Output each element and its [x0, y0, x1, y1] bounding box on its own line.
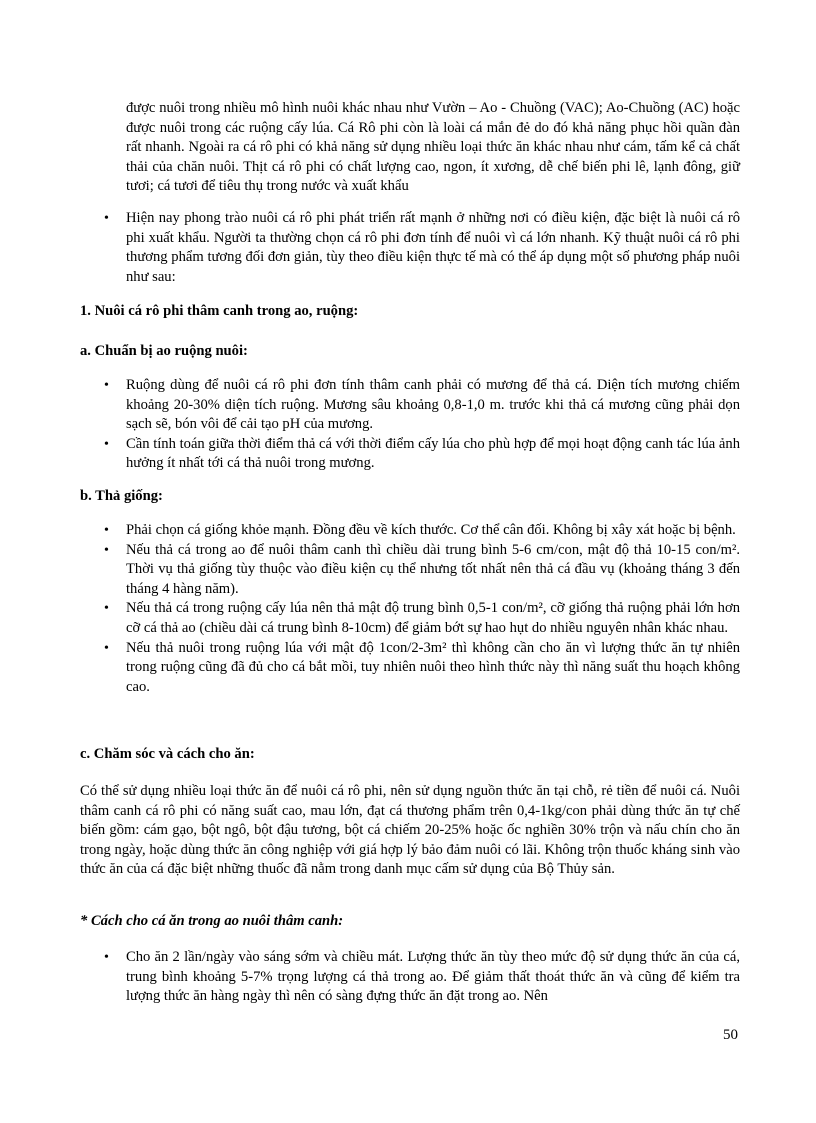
list-item: • Ruộng dùng để nuôi cá rô phi đơn tính thâm canh phải có mương để thả cá. Diện tích mương chiếm khoảng 20-30% diện tích ruộng. Mương sâu khoảng 0,8-1,0 m. trước khi thả cá mương cũng phải dọn sạch sẽ, bón vôi để cải tạo pH của mương.: [80, 376, 740, 435]
list-item: • Nếu thả cá trong ao để nuôi thâm canh thì chiều dài trung bình 5-6 cm/con, mật độ thả 10-15 con/m². Thời vụ thả giống tùy thuộc vào điều kiện cụ thể nhưng tốt nhất nên thả cá đầu vụ (khoảng tháng 3 đến tháng 4 hàng năm).: [80, 541, 740, 600]
list-item: • Hiện nay phong trào nuôi cá rô phi phát triển rất mạnh ở những nơi có điều kiện, đặc biệt là nuôi cá rô phi xuất khẩu. Người ta thường chọn cá rô phi đơn tính để nuôi vì cá lớn nhanh. Kỹ thuật nuôi cá rô phi thương phẩm tương đối đơn giản, tùy theo điều kiện thực tế mà có thể áp dụng một số phương pháp nuôi như sau:: [80, 209, 740, 287]
list-item: • Phải chọn cá giống khỏe mạnh. Đồng đều về kích thước. Cơ thể cân đối. Không bị xây xát hoặc bị bệnh.: [80, 521, 740, 541]
section-b-heading: b. Thả giống:: [80, 488, 163, 504]
section-1-heading: 1. Nuôi cá rô phi thâm canh trong ao, ruộng:: [80, 303, 359, 319]
section-c-heading: c. Chăm sóc và cách cho ăn:: [80, 746, 255, 762]
list-item: • Cho ăn 2 lần/ngày vào sáng sớm và chiều mát. Lượng thức ăn tùy theo mức độ sử dụng thức ăn của cá, trung bình khoảng 5-7% trọng lượng cá thả trong ao. Để giảm thất thoát thức ăn và cũng để kiểm tra lượng thức ăn hàng ngày thì nên có sàng đựng thức ăn đặt trong ao. Nên: [80, 948, 740, 1007]
intro-bullet-list: [80, 209, 740, 287]
section-a-heading: a. Chuẩn bị ao ruộng nuôi:: [80, 343, 248, 359]
section-c-paragraph: Có thể sử dụng nhiều loại thức ăn để nuôi cá rô phi, nên sử dụng nguồn thức ăn tại chỗ, rẻ tiền để nuôi cá. Nuôi thâm canh cá rô phi có năng suất cao, mau lớn, đạt cá thương phẩm trên 0,4-1kg/con phải dùng thức ăn tự chế biến gồm: cám gạo, bột ngô, bột đậu tương, bột cá chiếm 20-25% hoặc ốc nghiền 30% trộn và nấu chín cho ăn trong ngày, hoặc dùng thức ăn công nghiệp với giá hợp lý bảo đảm nuôi có lãi. Không trộn thuốc kháng sinh vào thức ăn của cá đặc biệt những thuốc đã nằm trong danh mục cấm sử dụng của Bộ Thủy sản.: [80, 783, 740, 878]
section-a-list: [80, 376, 740, 474]
intro-continuation-text: được nuôi trong nhiều mô hình nuôi khác nhau như Vườn – Ao - Chuồng (VAC); Ao-Chuồng (AC) hoặc được nuôi trong các ruộng cấy lúa. Cá Rô phi còn là loài cá mắn đẻ do đó khả năng phục hồi quần đàn rất nhanh. Ngoài ra cá rô phi có khả năng sử dụng nhiều loại thức ăn khác nhau như cám, tấm kể cả chất thải của chăn nuôi. Thịt cá rô phi có chất lượng cao, ngon, ít xương, dễ chế biến phi lê, lạnh đông, giữ tươi; cá tươi để tiêu thụ trong nước và xuất khẩu: [126, 100, 740, 195]
intro-continuation: [80, 99, 740, 197]
list-item: • Nếu thả nuôi trong ruộng lúa với mật độ 1con/2-3m² thì không cần cho ăn vì lượng thức ăn tự nhiên trong ruộng cũng đã đủ cho cá bắt mồi, tuy nhiên nuôi theo hình thức này thì năng suất thu hoạch không cao.: [80, 639, 740, 698]
feeding-subheading: * Cách cho cá ăn trong ao nuôi thâm canh:: [80, 913, 344, 929]
feeding-list: [80, 948, 740, 1007]
list-item: • Cần tính toán giữa thời điểm thả cá với thời điểm cấy lúa cho phù hợp để mọi hoạt động canh tác lúa ảnh hưởng ít nhất tới cá thả nuôi trong mương.: [80, 435, 740, 474]
list-item: • Nếu thả cá trong ruộng cấy lúa nên thả mật độ trung bình 0,5-1 con/m², cỡ giống thả ruộng phải lớn hơn cỡ cá thả ao (chiều dài cá trung bình 8-10cm) để giảm bớt sự hao hụt do nhiều nguyên nhân khác nhau.: [80, 599, 740, 638]
section-b-list: [80, 521, 740, 697]
page-number: 50: [723, 1027, 738, 1043]
